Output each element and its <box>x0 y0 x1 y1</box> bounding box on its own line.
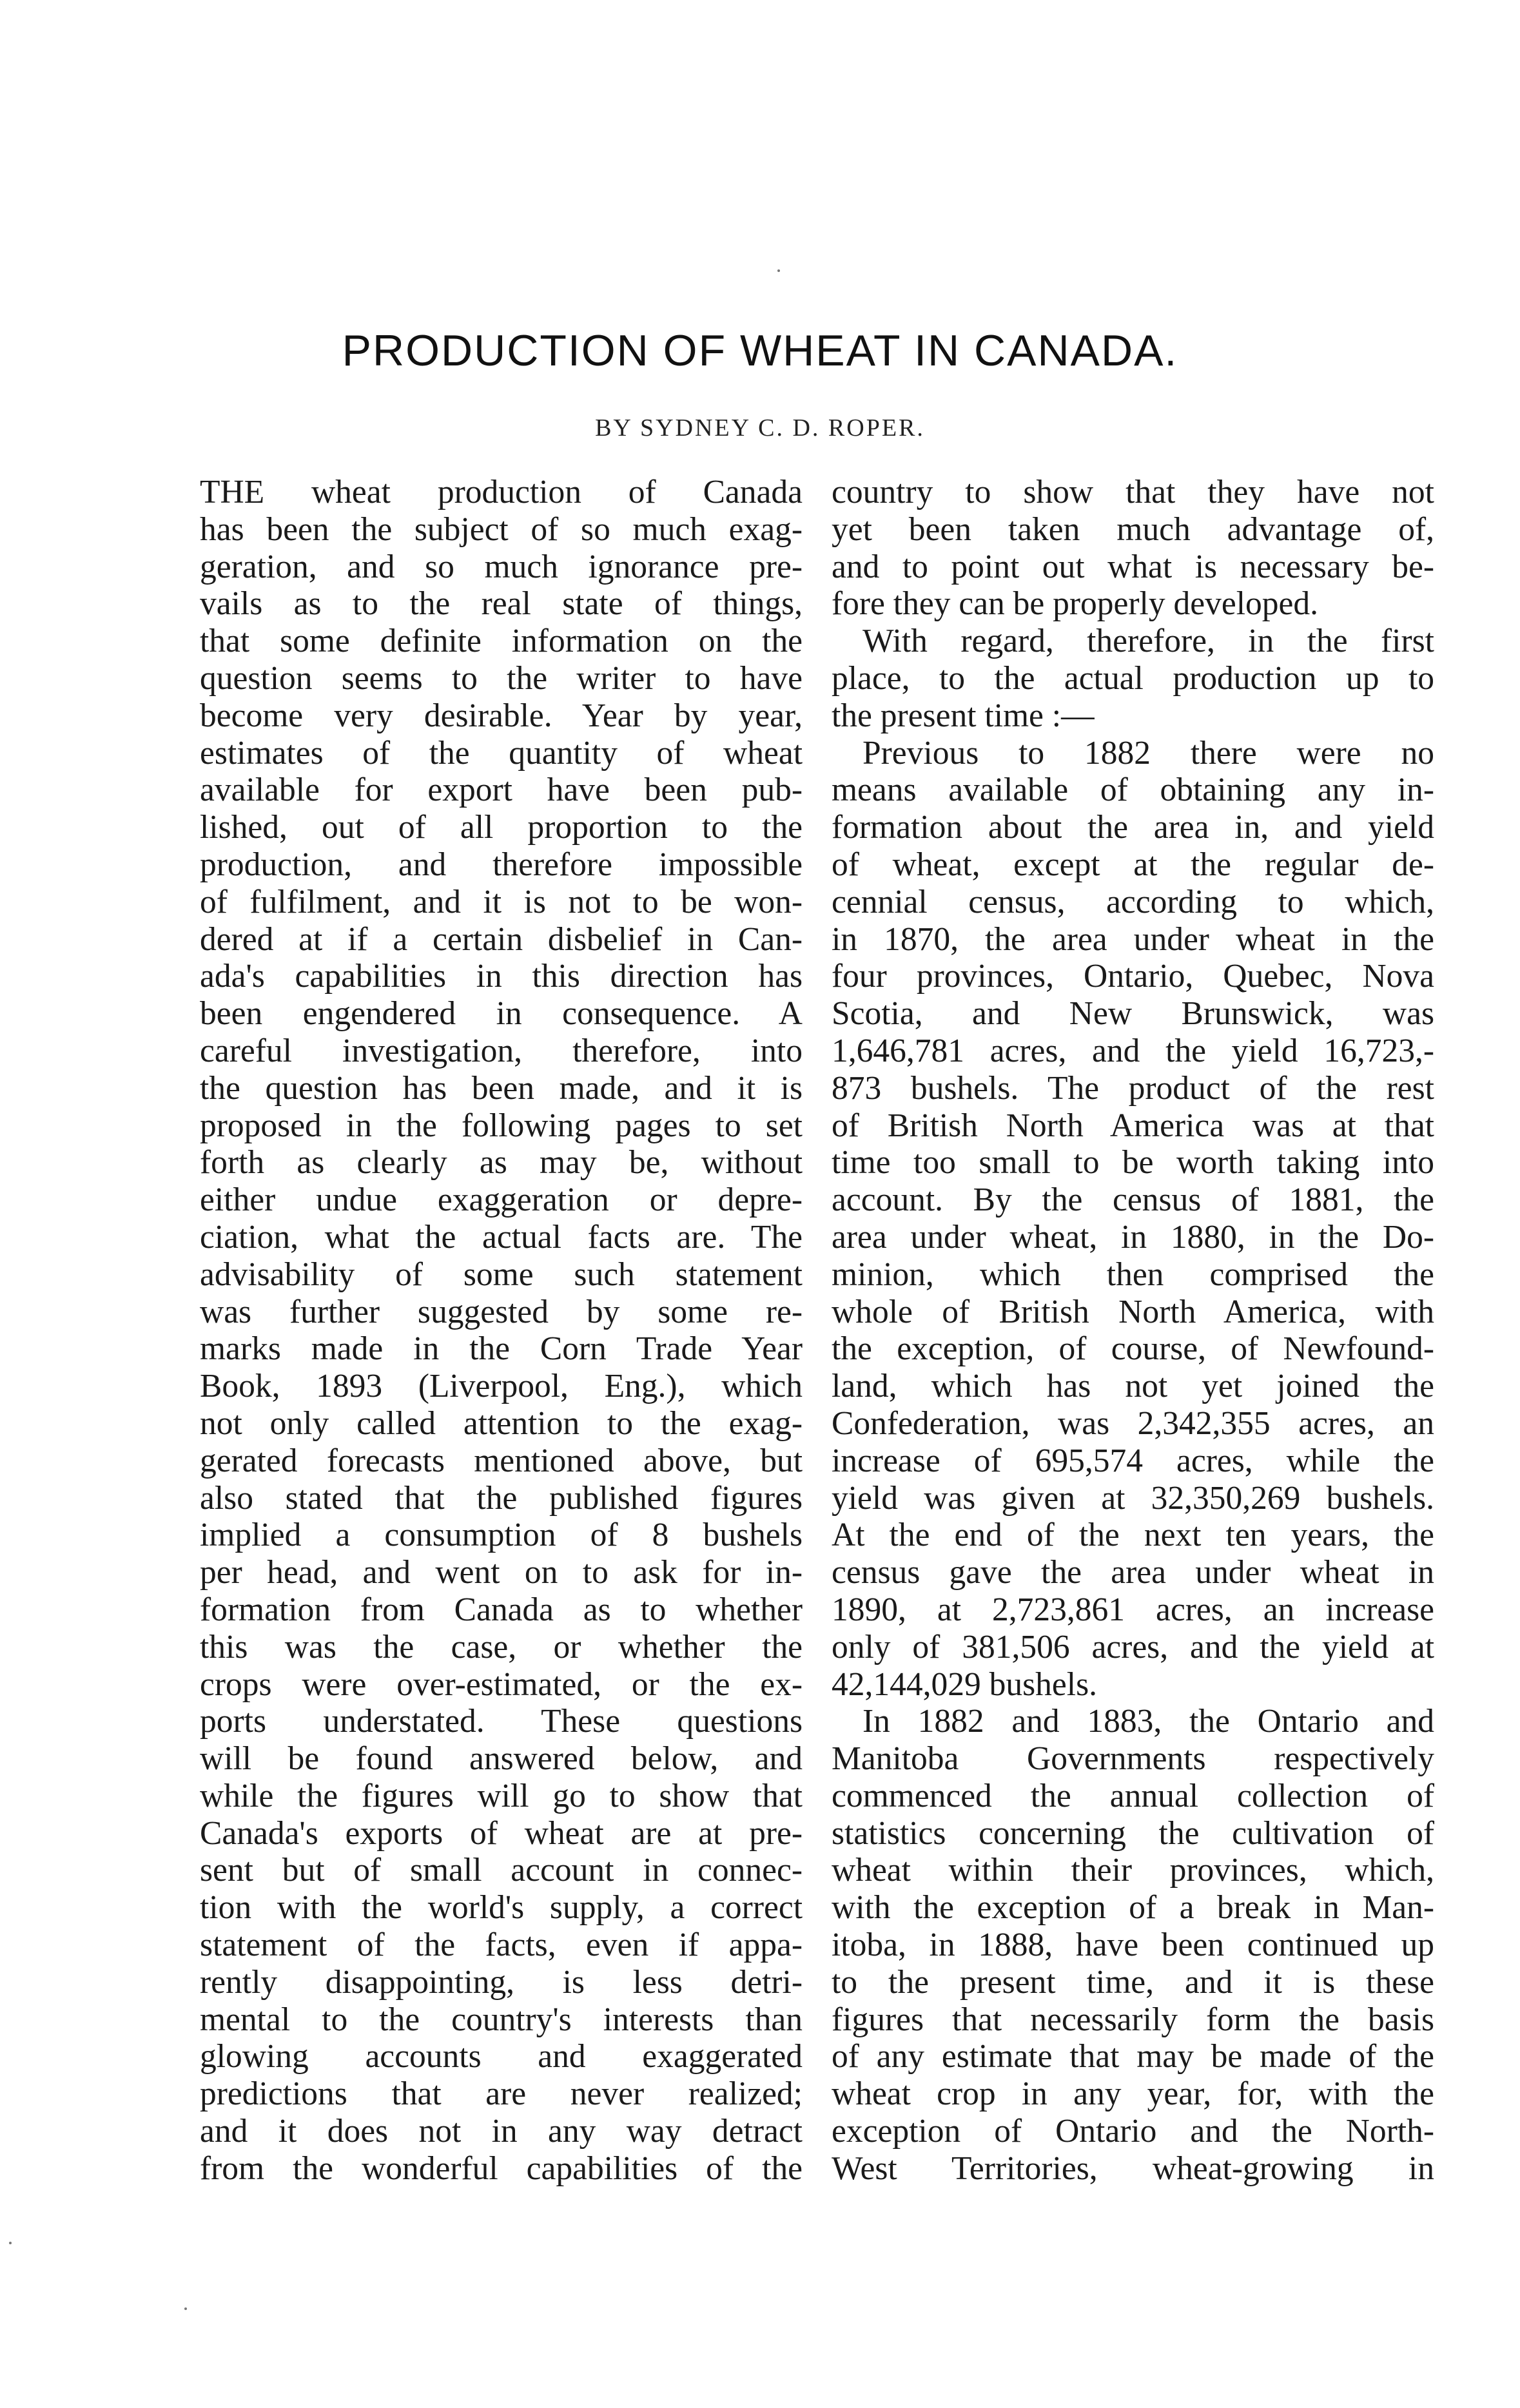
text-line: dered at if a certain disbelief in Can- <box>200 920 803 958</box>
text-line: means available of obtaining any in- <box>832 772 1434 809</box>
text-line: census gave the area under wheat in <box>832 1554 1434 1591</box>
text-line: yet been taken much advantage of, <box>832 510 1434 548</box>
text-line: the exception, of course, of Newfound- <box>832 1330 1434 1368</box>
text-line: figures that necessarily form the basis <box>832 2001 1434 2038</box>
right-column <box>832 474 1434 2188</box>
text-line: ciation, what the actual facts are. The <box>200 1218 803 1256</box>
text-line: in 1870, the area under wheat in the <box>832 920 1434 958</box>
text-line: careful investigation, therefore, into <box>200 1032 803 1069</box>
article-byline: BY SYDNEY C. D. ROPER. <box>595 414 925 442</box>
article-title: PRODUCTION OF WHEAT IN CANADA. <box>342 326 1178 375</box>
text-line: itoba, in 1888, have been continued up <box>832 1927 1434 1964</box>
text-line: glowing accounts and exaggerated <box>200 2038 803 2075</box>
text-line: In 1882 and 1883, the Ontario and <box>862 1703 1434 1740</box>
text-line: available for export have been pub- <box>200 772 803 809</box>
text-line: geration, and so much ignorance pre- <box>200 548 803 585</box>
text-line: of wheat, except at the regular de- <box>832 846 1434 883</box>
text-line: forth as clearly as may be, without <box>200 1144 803 1181</box>
text-line: has been the subject of so much exag- <box>200 510 803 548</box>
text-line: Scotia, and New Brunswick, was <box>832 995 1434 1033</box>
text-line: sent but of small account in connec- <box>200 1852 803 1889</box>
text-line: time too small to be worth taking into <box>832 1144 1434 1181</box>
text-line: of any estimate that may be made of the <box>832 2038 1434 2075</box>
text-line: 1,646,781 acres, and the yield 16,723,- <box>832 1032 1434 1069</box>
text-line: whole of British North America, with <box>832 1293 1434 1330</box>
text-line: been engendered in consequence. A <box>200 995 803 1033</box>
text-line: while the figures will go to show that <box>200 1777 803 1814</box>
text-line: will be found answered below, and <box>200 1740 803 1778</box>
text-line: ada's capabilities in this direction has <box>200 958 803 995</box>
text-line: yield was given at 32,350,269 bushels. <box>832 1479 1434 1517</box>
text-line: of fulfilment, and it is not to be won- <box>200 883 803 920</box>
text-line: with the exception of a break in Man- <box>832 1889 1434 1927</box>
text-line: vails as to the real state of things, <box>200 585 803 623</box>
text-line: and to point out what is necessary be- <box>832 548 1434 585</box>
text-line: either undue exaggeration or depre- <box>200 1181 803 1219</box>
text-line: West Territories, wheat-growing in <box>832 2150 1434 2187</box>
text-line: the present time :— <box>832 697 1095 734</box>
text-line: predictions that are never realized; <box>200 2075 803 2113</box>
text-line: implied a consumption of 8 bushels <box>200 1517 803 1554</box>
text-line: Canada's exports of wheat are at pre- <box>200 1814 803 1852</box>
text-line: With regard, therefore, in the first <box>862 623 1434 660</box>
text-line: cennial census, according to which, <box>832 883 1434 920</box>
text-line: only of 381,506 acres, and the yield at <box>832 1628 1434 1665</box>
text-line: commenced the annual collection of <box>832 1777 1434 1814</box>
text-line: land, which has not yet joined the <box>832 1368 1434 1405</box>
text-line: from the wonderful capabilities of the <box>200 2150 803 2187</box>
text-line: formation from Canada as to whether <box>200 1591 803 1628</box>
text-line: and it does not in any way detract <box>200 2113 803 2150</box>
text-line: place, to the actual production up to <box>832 659 1434 697</box>
text-line: country to show that they have not <box>832 474 1434 510</box>
text-line: four provinces, Ontario, Quebec, Nova <box>832 958 1434 995</box>
text-line: question seems to the writer to have <box>200 659 803 697</box>
text-line: wheat crop in any year, for, with the <box>832 2075 1434 2113</box>
text-line: per head, and went on to ask for in- <box>200 1554 803 1591</box>
text-line: 873 bushels. The product of the rest <box>832 1069 1434 1107</box>
text-line: fore they can be properly developed. <box>832 585 1318 623</box>
text-line: proposed in the following pages to set <box>200 1107 803 1144</box>
text-line: estimates of the quantity of wheat <box>200 734 803 772</box>
text-line: At the end of the next ten years, the <box>832 1517 1434 1554</box>
scan-speck <box>184 2307 187 2310</box>
text-line: rently disappointing, is less detri- <box>200 1963 803 2001</box>
text-line: become very desirable. Year by year, <box>200 697 803 734</box>
text-line: this was the case, or whether the <box>200 1628 803 1665</box>
text-line: 1890, at 2,723,861 acres, an increase <box>832 1591 1434 1628</box>
text-line: tion with the world's supply, a correct <box>200 1889 803 1927</box>
text-line: wheat within their provinces, which, <box>832 1852 1434 1889</box>
text-line: production, and therefore impossible <box>200 846 803 883</box>
text-line: statement of the facts, even if appa- <box>200 1927 803 1964</box>
line-text: wheat production of Canada <box>311 474 803 510</box>
text-line: increase of 695,574 acres, while the <box>832 1442 1434 1479</box>
text-line: ports understated. These questions <box>200 1703 803 1740</box>
text-line: Book, 1893 (Liverpool, Eng.), which <box>200 1368 803 1405</box>
text-line: lished, out of all proportion to the <box>200 809 803 846</box>
text-line: also stated that the published figures <box>200 1479 803 1517</box>
text-line: 42,144,029 bushels. <box>832 1665 1097 1703</box>
text-line: to the present time, and it is these <box>832 1963 1434 2001</box>
text-line: was further suggested by some re- <box>200 1293 803 1330</box>
text-line <box>200 474 803 511</box>
text-line: marks made in the Corn Trade Year <box>200 1330 803 1368</box>
text-line: advisability of some such statement <box>200 1256 803 1293</box>
text-line: gerated forecasts mentioned above, but <box>200 1442 803 1479</box>
text-line: statistics concerning the cultivation of <box>832 1814 1434 1852</box>
text-line: of British North America was at that <box>832 1107 1434 1144</box>
text-line: Confederation, was 2,342,355 acres, an <box>832 1404 1434 1442</box>
drop-cap-word: THE <box>200 474 265 510</box>
text-line: Previous to 1882 there were no <box>862 734 1434 772</box>
text-line: the question has been made, and it is <box>200 1069 803 1107</box>
scan-speck <box>777 269 780 272</box>
scan-speck <box>9 2242 12 2244</box>
text-line: account. By the census of 1881, the <box>832 1181 1434 1219</box>
text-line: Manitoba Governments respectively <box>832 1740 1434 1778</box>
text-line: crops were over-estimated, or the ex- <box>200 1665 803 1703</box>
text-line: area under wheat, in 1880, in the Do- <box>832 1218 1434 1256</box>
text-line: mental to the country's interests than <box>200 2001 803 2038</box>
text-line: exception of Ontario and the North- <box>832 2113 1434 2150</box>
left-column <box>200 474 803 2188</box>
text-line: minion, which then comprised the <box>832 1256 1434 1293</box>
text-line: that some definite information on the <box>200 623 803 660</box>
text-line: not only called attention to the exag- <box>200 1404 803 1442</box>
text-line: formation about the area in, and yield <box>832 809 1434 846</box>
